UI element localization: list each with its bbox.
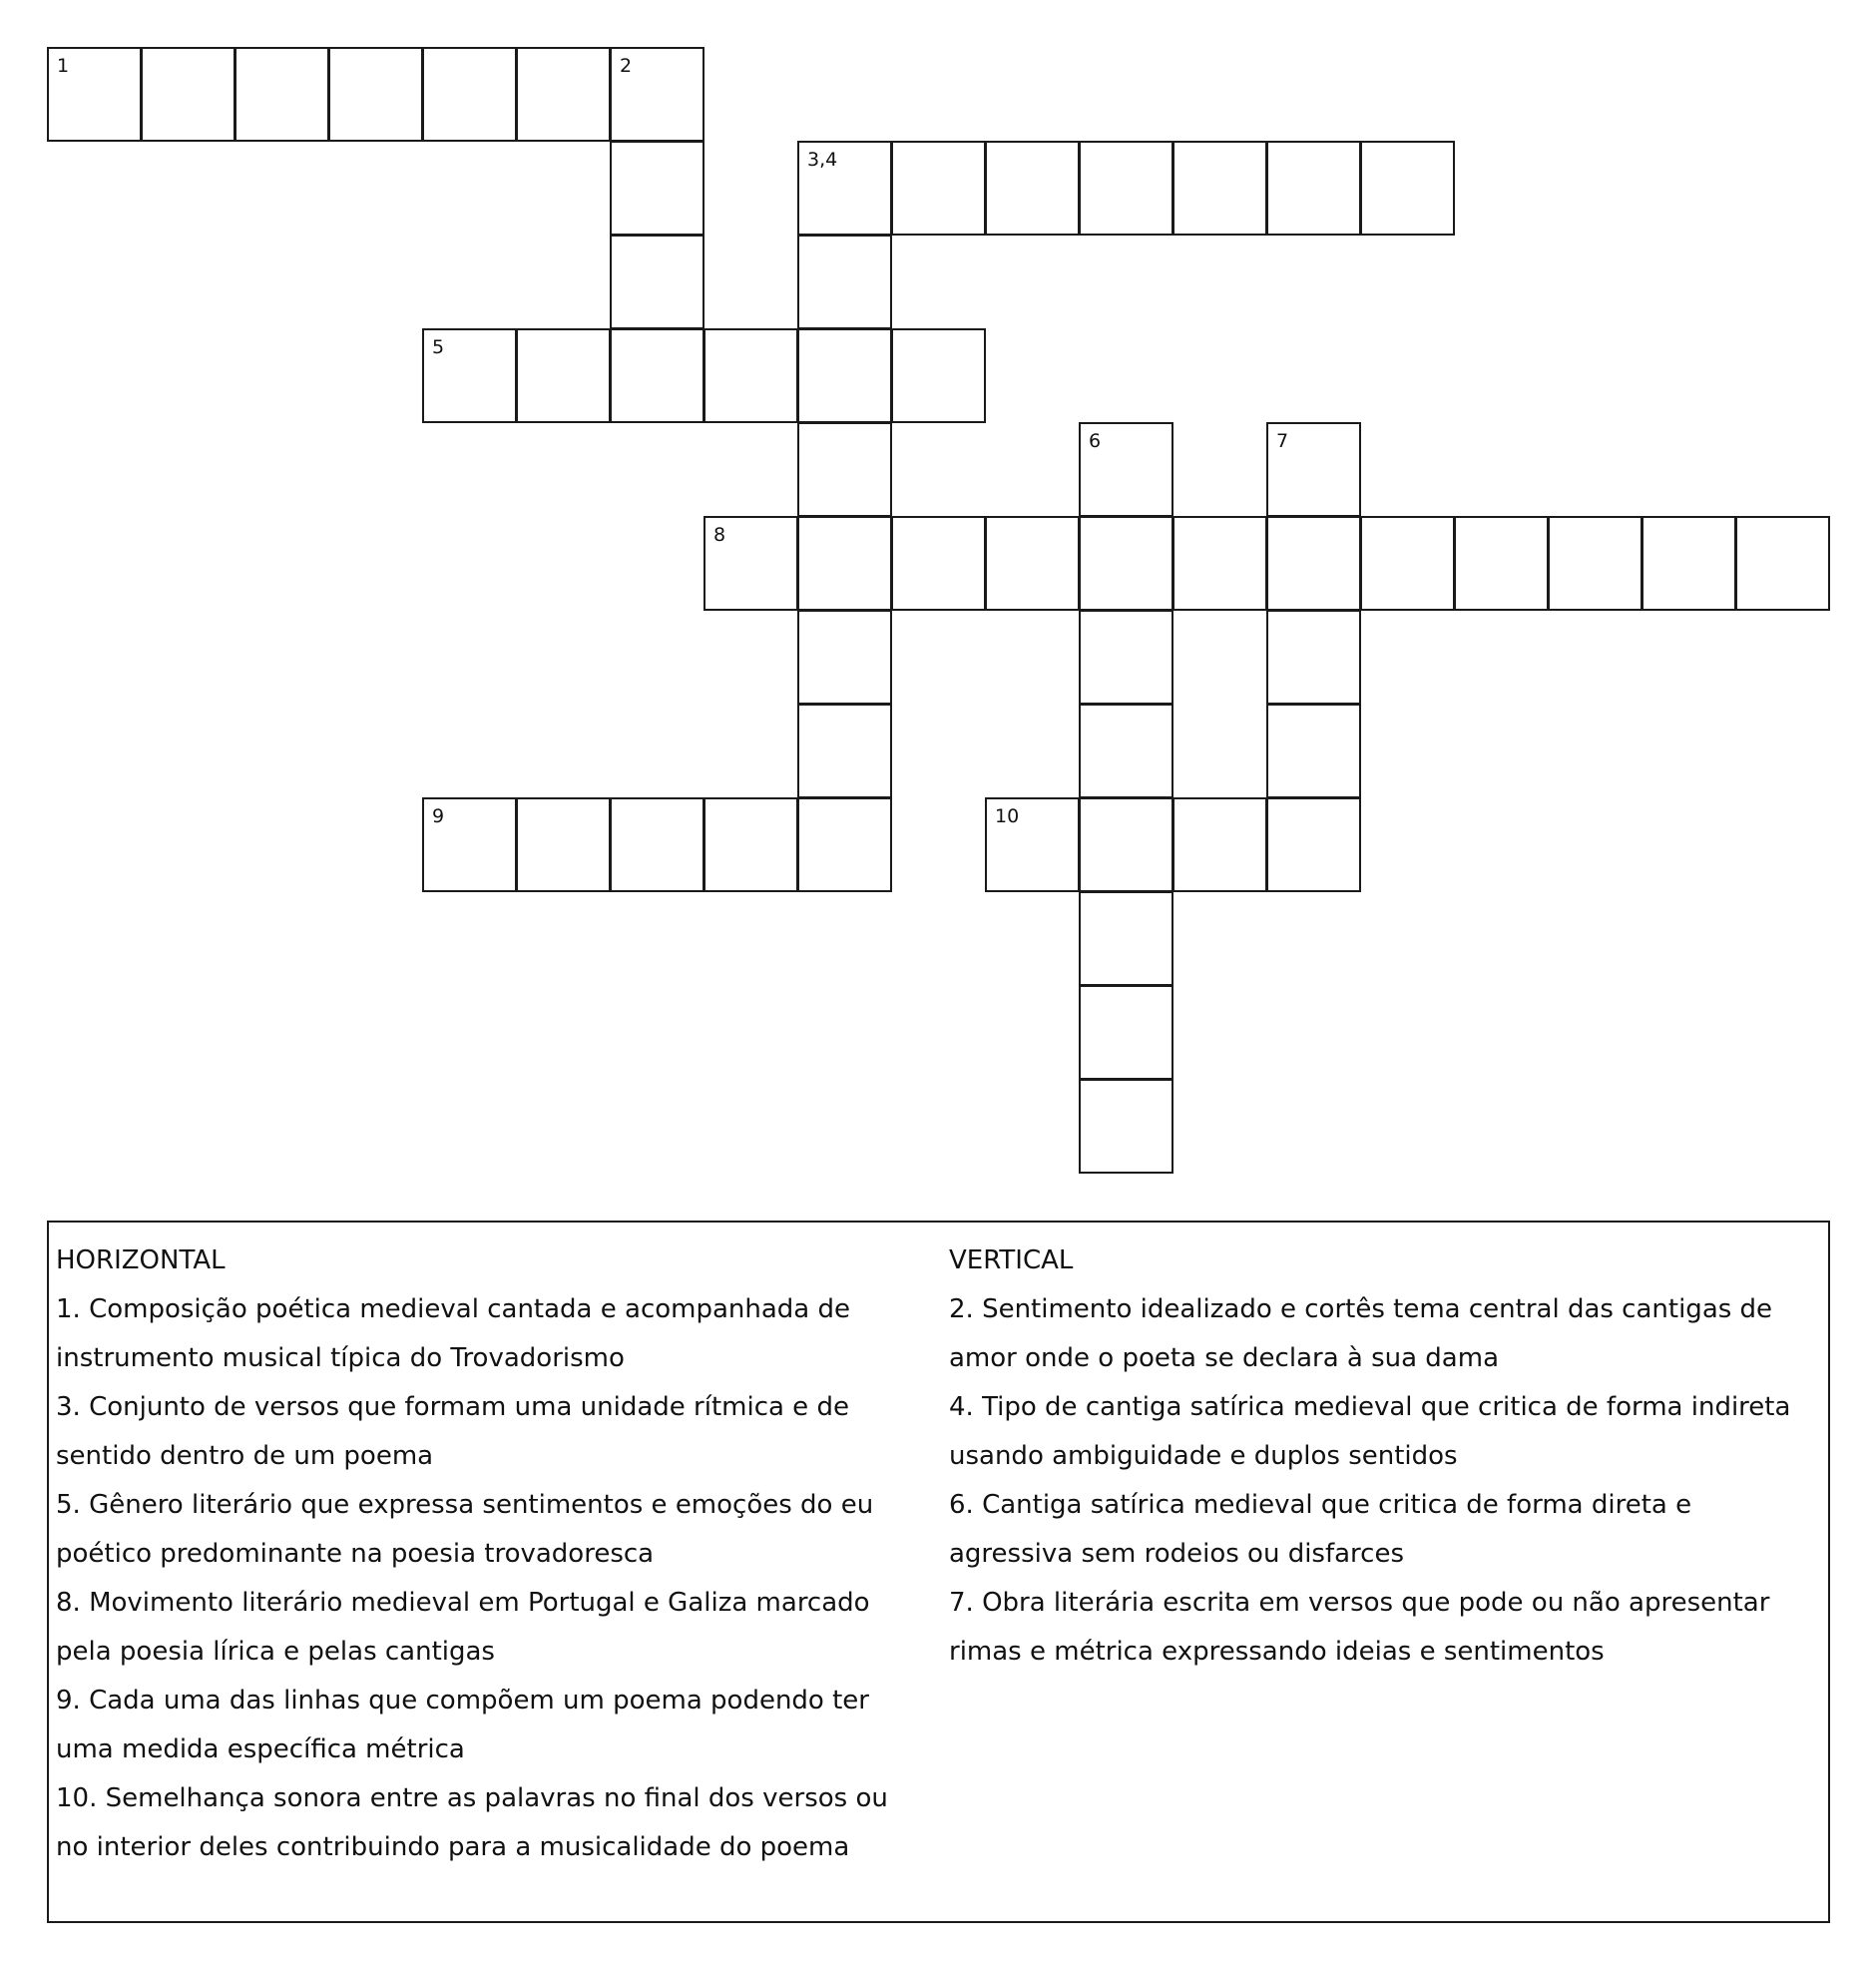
crossword-cell[interactable] [985,141,1080,236]
crossword-cell[interactable] [1266,610,1361,705]
clue-number: 6 [1089,430,1102,452]
crossword-cell[interactable] [422,797,517,892]
crossword-cell[interactable] [516,797,611,892]
crossword-cell[interactable] [1079,422,1173,517]
crossword-cell[interactable] [1172,516,1267,611]
clue-line: rimas e métrica expressando ideias e sentimentos [949,1637,1605,1667]
crossword-cell[interactable] [422,328,517,423]
crossword-cell[interactable] [1172,141,1267,236]
clue-line: instrumento musical típica do Trovadorismo [56,1343,625,1373]
clue-number: 7 [1276,430,1289,452]
crossword-cell[interactable] [610,797,704,892]
clue-line: usando ambiguidade e duplos sentidos [949,1441,1458,1471]
crossword-cell[interactable] [1360,141,1455,236]
clue-line: sentido dentro de um poema [56,1441,434,1471]
clue-line: 3. Conjunto de versos que formam uma unidade rítmica e de [56,1392,849,1422]
crossword-cell[interactable] [797,328,892,423]
clue-line: 1. Composição poética medieval cantada e acompanhada de [56,1294,850,1324]
crossword-cell[interactable] [47,47,142,142]
clue-line: 2. Sentimento idealizado e cortês tema central das cantigas de [949,1294,1773,1324]
clue-number: 2 [620,55,633,77]
crossword-cell[interactable] [328,47,423,142]
clue-line: 5. Gênero literário que expressa sentimentos e emoções do eu [56,1490,874,1520]
clue-line: amor onde o poeta se declara à sua dama [949,1343,1500,1373]
clue-line: 7. Obra literária escrita em versos que pode ou não apresentar [949,1588,1770,1618]
crossword-cell[interactable] [422,47,517,142]
crossword-cell[interactable] [704,328,798,423]
crossword-cell[interactable] [1079,891,1173,986]
crossword-cell[interactable] [1266,141,1361,236]
crossword-cell[interactable] [1266,704,1361,798]
crossword-cell[interactable] [234,47,329,142]
clue-number: 1 [57,55,70,77]
clue-number: 8 [713,524,726,546]
crossword-cell[interactable] [610,328,704,423]
crossword-cell[interactable] [1079,985,1173,1080]
clue-line: agressiva sem rodeios ou disfarces [949,1539,1405,1569]
crossword-cell[interactable] [1079,704,1173,798]
crossword-cell[interactable] [1548,516,1642,611]
crossword-cell[interactable] [1735,516,1830,611]
clues-box [47,1221,1830,1923]
crossword-cell[interactable] [797,235,892,329]
crossword-cell[interactable] [516,328,611,423]
crossword-cell[interactable] [1079,1079,1173,1174]
crossword-cell[interactable] [891,328,986,423]
crossword-cell[interactable] [985,797,1080,892]
crossword-cell[interactable] [1172,797,1267,892]
crossword-cell[interactable] [1266,422,1361,517]
crossword-cell[interactable] [797,422,892,517]
crossword-cell[interactable] [1079,141,1173,236]
crossword-cell[interactable] [1079,797,1173,892]
crossword-cell[interactable] [704,516,798,611]
crossword-cell[interactable] [797,141,892,236]
crossword-cell[interactable] [141,47,235,142]
clue-line: 6. Cantiga satírica medieval que critica de forma direta e [949,1490,1692,1520]
vertical-heading: VERTICAL [949,1245,1074,1275]
horizontal-clues [56,1236,954,1872]
horizontal-heading: HORIZONTAL [56,1245,226,1275]
crossword-cell[interactable] [1266,797,1361,892]
clue-number: 10 [995,805,1020,827]
crossword-cell[interactable] [1454,516,1549,611]
crossword-cell[interactable] [610,141,704,236]
crossword-cell[interactable] [797,610,892,705]
clue-line: 4. Tipo de cantiga satírica medieval que critica de forma indireta [949,1392,1791,1422]
clue-line: pela poesia lírica e pelas cantigas [56,1637,495,1667]
clue-line: uma medida específica métrica [56,1734,465,1764]
clue-line: 10. Semelhança sonora entre as palavras no final dos versos ou [56,1783,888,1813]
crossword-cell[interactable] [516,47,611,142]
crossword-cell[interactable] [1079,610,1173,705]
clue-line: 9. Cada uma das linhas que compõem um poema podendo ter [56,1686,869,1716]
clue-line: poético predominante na poesia trovadoresca [56,1539,655,1569]
crossword-cell[interactable] [797,516,892,611]
crossword-cell[interactable] [891,516,986,611]
crossword-cell[interactable] [797,704,892,798]
crossword-cell[interactable] [1642,516,1736,611]
crossword-cell[interactable] [610,47,704,142]
clue-number: 3,4 [807,149,838,171]
crossword-cell[interactable] [610,235,704,329]
crossword-cell[interactable] [1360,516,1455,611]
crossword-cell[interactable] [1079,516,1173,611]
clue-number: 5 [432,336,445,358]
crossword-cell[interactable] [797,797,892,892]
clue-line: 8. Movimento literário medieval em Portugal e Galiza marcado [56,1588,870,1618]
crossword-cell[interactable] [985,516,1080,611]
crossword-cell[interactable] [704,797,798,892]
crossword-cell[interactable] [1266,516,1361,611]
vertical-clues [949,1236,1827,1677]
crossword-cell[interactable] [891,141,986,236]
clue-number: 9 [432,805,445,827]
clue-line: no interior deles contribuindo para a musicalidade do poema [56,1832,850,1862]
